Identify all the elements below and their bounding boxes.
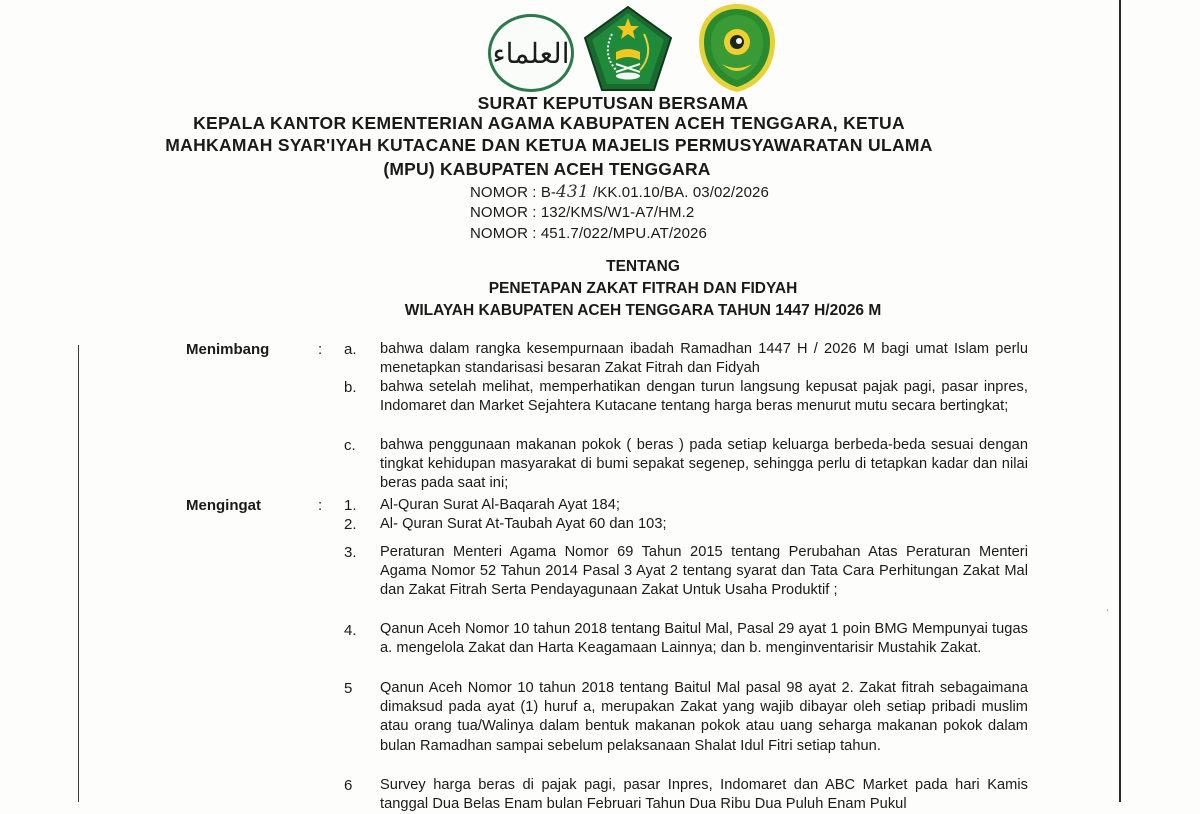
menimbang-label: Menimbang [186, 341, 270, 358]
header-logos [484, 2, 784, 94]
mengingat-item-5: Qanun Aceh Nomor 10 tahun 2018 tentang Baitul Mal pasal 98 ayat 2. Zakat fitrah sebagaimana dimaksud pada ayat (1) huruf a, merupakan Zakat yang wajib dibayar oleh setiap pribadi muslim atau orang tua/Walinya dalam bentuk makanan pokok atau uang seharga makanan pokok dalam bulan Ramadhan sampai sebelum pelaksanaan Shalat Idul Fitri setiap tahun. [380, 680, 1028, 754]
issuer-line-1: KEPALA KANTOR KEMENTERIAN AGAMA KABUPATEN ACEH TENGGARA, KETUA [193, 113, 905, 133]
menimbang-mark-b: b. [344, 379, 357, 396]
menimbang-mark-c: c. [344, 437, 356, 454]
tentang-heading: TENTANG [606, 258, 680, 275]
nomor-value: 132/KMS/W1-A7/HM.2 [540, 204, 695, 221]
mengingat-item-4: Qanun Aceh Nomor 10 tahun 2018 tentang Baitul Mal, Pasal 29 ayat 1 poin BMG Mempunyai tugas a. mengelola Zakat dan Harta Keagamaan Lainnya; dan b. menginventarisir Mustahik Zakat. [380, 621, 1028, 657]
menimbang-item-c: bahwa penggunaan makanan pokok ( beras ) pada setiap keluarga berbeda-beda sesuai dengan tingkat kehidupan masyarakat di bumi sepakat segenep, sehingga perlu di tetapkan kadar dan nilai beras pada saat ini; [380, 437, 1028, 492]
scan-speck: ˌ [1106, 601, 1110, 612]
menimbang-item-b: bahwa setelah melihat, memperhatikan dengan turun langsung kepusat pajak pagi, pasar inpres, Indomaret dan Market Sejahtera Kutacane tentang harga beras menurut mutu secara bertingkat; [380, 379, 1028, 415]
nomor-mpu [470, 225, 707, 242]
issuer-line-2: MAHKAMAH SYAR'IYAH KUTACANE DAN KETUA MAJELIS PERMUSYAWARATAN ULAMA [165, 135, 933, 155]
nomor-kemenag [470, 182, 769, 202]
mengingat-item-2: Al- Quran Surat At-Taubah Ayat 60 dan 103; [380, 516, 667, 532]
kementerian-agama-logo-icon [582, 4, 674, 94]
mengingat-mark-1: 1. [344, 497, 357, 514]
mengingat-item-6: Survey harga beras di pajak pagi, pasar Inpres, Indomaret dan ABC Market pada hari Kamis tanggal Dua Belas Enam bulan Februari Tahun Dua Ribu Dua Puluh Enam Pukul [380, 777, 1028, 813]
nomor-label: NOMOR : [470, 204, 541, 221]
nomor-label: NOMOR : [470, 225, 541, 242]
mahkamah-syariyah-logo-icon [696, 2, 778, 94]
subject-line-1: PENETAPAN ZAKAT FITRAH DAN FIDYAH [488, 280, 798, 297]
nomor-mahkamah [470, 204, 694, 221]
mengingat-item-1: Al-Quran Surat Al-Baqarah Ayat 184; [380, 497, 620, 513]
issuer-line-3: (MPU) KABUPATEN ACEH TENGGARA [383, 159, 711, 179]
mpu-ulama-logo [488, 14, 574, 92]
mpu-calligraphy-icon: العلماء [492, 36, 570, 70]
mengingat-mark-6: 6 [344, 777, 353, 794]
nomor-value: 451.7/022/MPU.AT/2026 [540, 225, 707, 242]
mengingat-colon: : [318, 497, 323, 514]
menimbang-colon: : [318, 341, 323, 358]
menimbang-item-a: bahwa dalam rangka kesempurnaan ibadah Ramadhan 1447 H / 2026 M bagi umat Islam perlu menetapkan standarisasi besaran Zakat Fitrah dan Fidyah [380, 341, 1028, 377]
nomor-prefix: B- [540, 184, 557, 201]
handwritten-number: 431 [556, 182, 589, 202]
mengingat-mark-4: 4. [344, 622, 357, 639]
nomor-label: NOMOR : [470, 184, 541, 201]
mengingat-item-3: Peraturan Menteri Agama Nomor 69 Tahun 2015 tentang Perubahan Atas Peraturan Menteri Agama Nomor 52 Tahun 2014 Pasal 3 Ayat 2 tentang syarat dan Tata Cara Perhitungan Zakat Mal dan Zakat Fitrah Serta Pendayagunaan Zakat Untuk Usaha Produktif ; [380, 544, 1028, 599]
mengingat-mark-3: 3. [344, 544, 357, 561]
mengingat-label: Mengingat [186, 497, 261, 514]
mengingat-mark-2: 2. [344, 516, 357, 533]
menimbang-mark-a: a. [344, 341, 357, 358]
document-title: SURAT KEPUTUSAN BERSAMA [477, 93, 749, 113]
nomor-suffix: /KK.01.10/BA. 03/02/2026 [588, 184, 769, 201]
page-edge-left [78, 345, 79, 802]
subject-line-2: WILAYAH KABUPATEN ACEH TENGGARA TAHUN 1447 H/2026 M [404, 302, 882, 319]
page-edge-right [1119, 0, 1121, 802]
mengingat-mark-5: 5 [344, 680, 353, 697]
